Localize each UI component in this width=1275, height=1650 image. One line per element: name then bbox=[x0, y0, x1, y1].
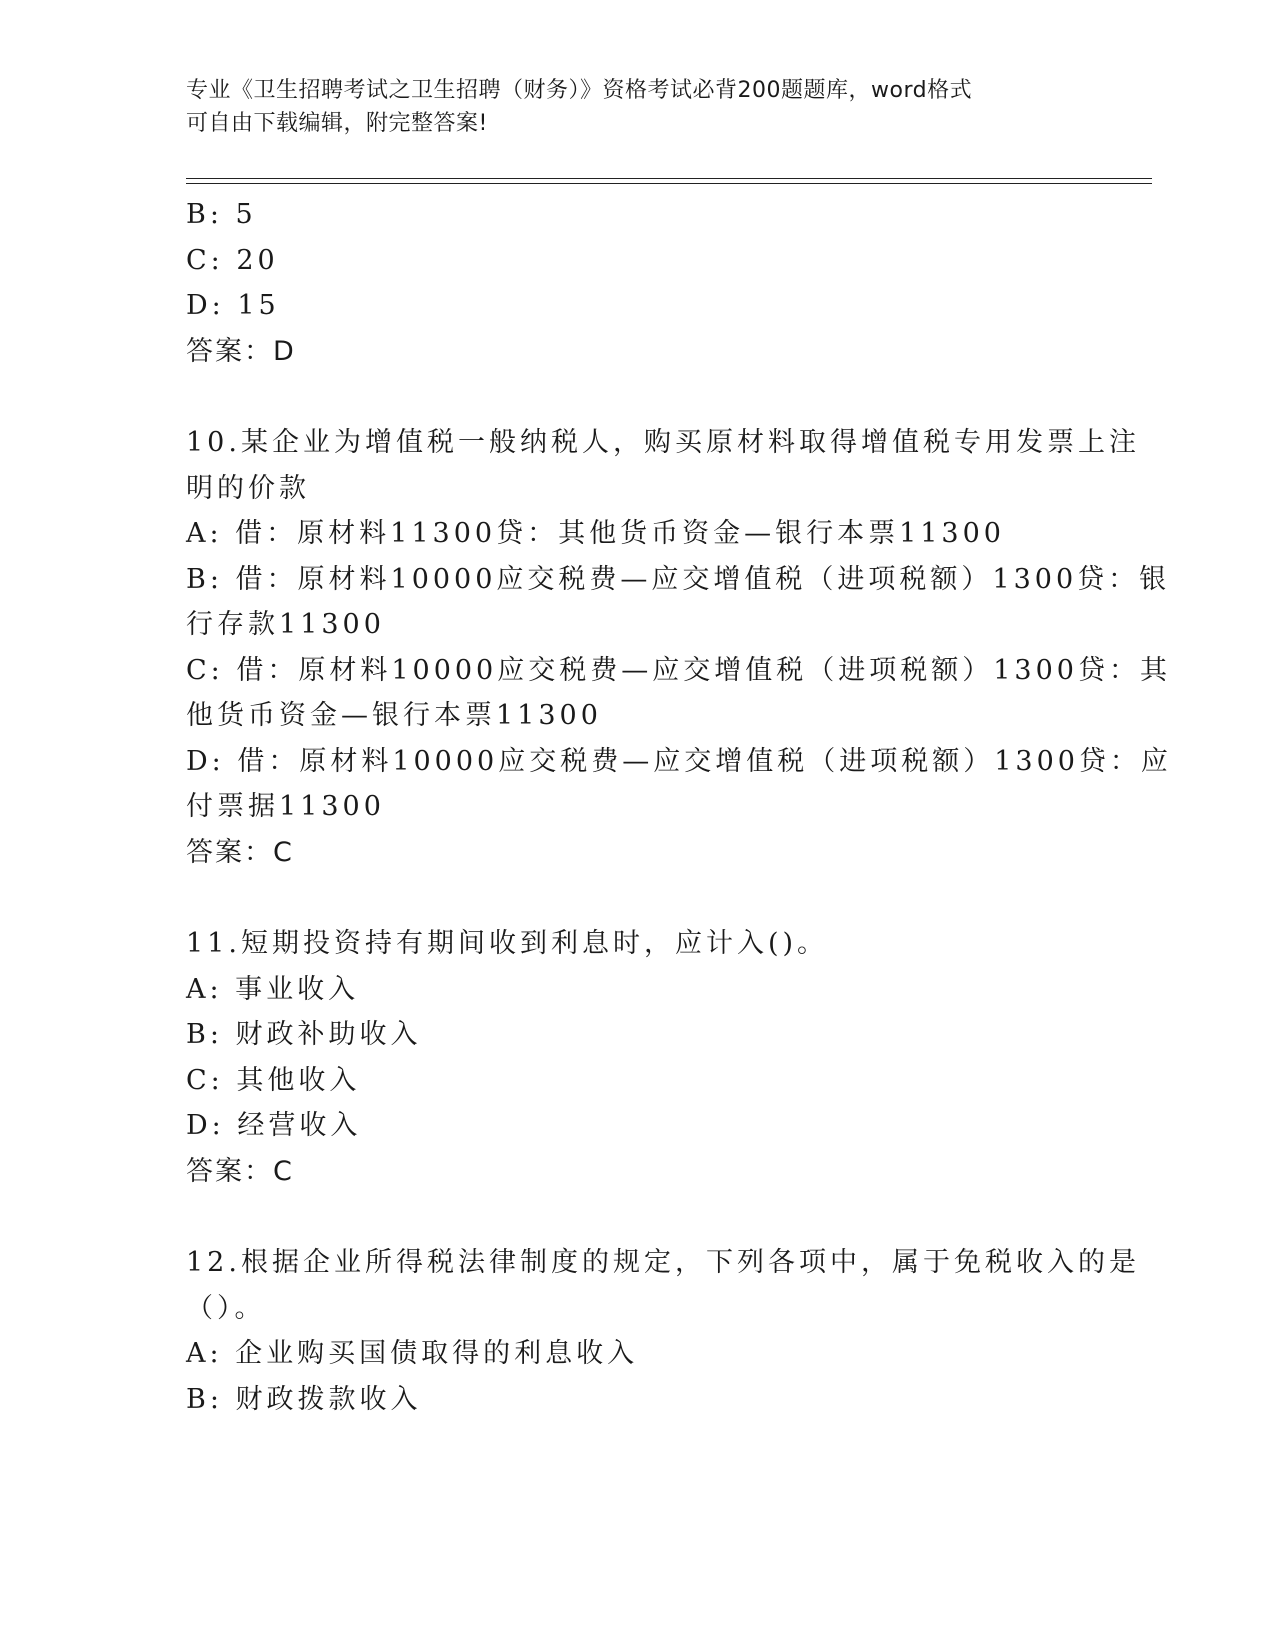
question-stem-line: 12.根据企业所得税法律制度的规定，下列各项中，属于免税收入的是 bbox=[186, 1247, 1140, 1278]
question-stem-line: 11.短期投资持有期间收到利息时，应计入()。 bbox=[186, 928, 829, 959]
option-a: A: 借：原材料11300贷：其他货币资金—银行本票11300 bbox=[186, 518, 1005, 549]
option-b: B: 财政补助收入 bbox=[186, 1019, 422, 1050]
option-b: B: 借：原材料10000应交税费—应交增值税（进项税额）1300贷：银 bbox=[186, 563, 1171, 595]
option-d-continued: 付票据11300 bbox=[186, 791, 385, 822]
answer-line: 答案：D bbox=[186, 335, 296, 367]
option-a: A: 企业购买国债取得的利息收入 bbox=[186, 1338, 639, 1369]
option-b-continued: 行存款11300 bbox=[186, 609, 385, 640]
document-body bbox=[186, 192, 1172, 1422]
option-d: D: 借：原材料10000应交税费—应交增值税（进项税额）1300贷：应 bbox=[186, 745, 1172, 777]
spacer bbox=[186, 374, 1086, 420]
question-stem-line: （）。 bbox=[186, 1292, 266, 1324]
option-d: D: 15 bbox=[186, 290, 280, 321]
option-a: A: 事业收入 bbox=[186, 973, 360, 1005]
spacer bbox=[186, 1194, 1086, 1240]
option-c: C: 借：原材料10000应交税费—应交增值税（进项税额）1300贷：其 bbox=[186, 654, 1171, 686]
header-rule-bottom bbox=[186, 183, 1152, 184]
option-c: C: 其他收入 bbox=[186, 1064, 361, 1096]
header-line-1: 专业《卫生招聘考试之卫生招聘（财务）》资格考试必背200题题库，word格式 bbox=[186, 78, 973, 103]
question-12 bbox=[186, 1240, 1140, 1422]
answer-line: 答案：C bbox=[186, 1155, 294, 1187]
question-11 bbox=[186, 921, 1086, 1194]
question-stem-line: 10.某企业为增值税一般纳税人，购买原材料取得增值税专用发票上注 bbox=[186, 427, 1140, 458]
question-9-tail bbox=[186, 192, 1086, 374]
page-header bbox=[186, 74, 1086, 140]
spacer bbox=[186, 875, 1086, 921]
option-b: B: 5 bbox=[186, 199, 257, 230]
header-line-2: 可自由下载编辑，附完整答案! bbox=[186, 111, 488, 136]
question-stem-line: 明的价款 bbox=[186, 472, 310, 504]
header-rule-top bbox=[186, 178, 1152, 179]
option-c-continued: 他货币资金—银行本票11300 bbox=[186, 700, 602, 731]
option-d: D: 经营收入 bbox=[186, 1110, 362, 1141]
option-b: B: 财政拨款收入 bbox=[186, 1383, 422, 1415]
option-c: C: 20 bbox=[186, 244, 279, 276]
answer-line: 答案：C bbox=[186, 836, 294, 868]
question-10 bbox=[186, 420, 1172, 875]
